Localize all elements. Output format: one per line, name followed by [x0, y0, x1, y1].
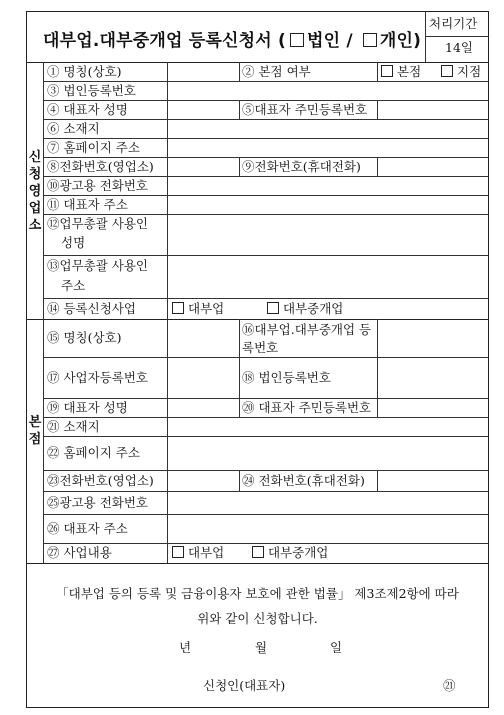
- brokerage-checkbox[interactable]: [267, 302, 279, 314]
- location-label: ⑥ 소재지: [47, 121, 100, 136]
- form-title: 대부업.대부중개업 등록신청서 ( 법인 / 개인): [43, 31, 422, 51]
- manager-name-label-line2: 성명: [61, 235, 86, 250]
- seal-mark: ㉑: [443, 678, 456, 693]
- hq-checkbox[interactable]: [381, 65, 393, 77]
- manager-address-label-line2: 주소: [61, 278, 86, 293]
- rep-address-label: ⑪ 대표자 주소: [47, 197, 128, 212]
- registration-form: [26, 11, 489, 708]
- hq-corp-reg-no-label: ⑱ 법인등록번호: [242, 370, 331, 385]
- rep-resident-no-label: ⑤대표자 주민등록번호: [242, 102, 368, 117]
- individual-checkbox[interactable]: [363, 33, 377, 47]
- corp-reg-no-label: ③ 법인등록번호: [47, 83, 136, 98]
- hq-ad-phone-label: ㉕광고용 전화번호: [47, 495, 148, 510]
- month-label: 월: [255, 640, 268, 655]
- legal-statement-line1: 「대부업 등의 등록 및 금융이용자 보호에 관한 법률」 제3조제2항에 따라: [56, 586, 459, 601]
- homepage-label: ⑦ 홈페이지 주소: [47, 140, 140, 155]
- legal-statement-line2: 위와 같이 신청합니다.: [197, 611, 318, 626]
- hq-office-phone-label: ㉓전화번호(영업소): [47, 473, 154, 488]
- hq-biz-reg-no-label: ⑰ 사업자등록번호: [47, 370, 148, 385]
- hq-brokerage-checkbox[interactable]: [252, 546, 264, 558]
- hq-mobile-phone-label: ㉔ 전화번호(휴대전화): [242, 473, 365, 488]
- rep-name-label: ④ 대표자 성명: [47, 102, 128, 117]
- hq-lending-option: 대부업: [172, 545, 224, 561]
- office-phone-label: ⑧전화번호(영업소): [47, 159, 154, 174]
- hq-reg-no-label-line1: ⑯대부업.대부중개업 등: [242, 322, 372, 337]
- manager-address-label-line1: ⑬업무총괄 사용인: [47, 258, 148, 273]
- processing-period-label: 처리기간: [429, 16, 478, 31]
- corporation-label: 법인: [306, 31, 341, 51]
- lending-checkbox[interactable]: [172, 302, 184, 314]
- hq-rep-resident-no-label: ⑳ 대표자 주민등록번호: [242, 400, 372, 415]
- branch-option: 지점: [441, 64, 481, 80]
- business-name-label: ① 명칭(상호): [47, 64, 122, 79]
- processing-period-value: 14일: [445, 40, 473, 55]
- hq-name-label: ⑮ 명칭(상호): [47, 330, 122, 345]
- hq-brokerage-option: 대부중개업: [252, 545, 328, 561]
- lending-option: 대부업: [172, 301, 224, 317]
- hq-business-label: ㉗ 사업내용: [47, 545, 112, 560]
- hq-location-label: ㉑ 소재지: [47, 419, 100, 434]
- hq-status-label: ② 본점 여부: [242, 64, 311, 79]
- hq-lending-checkbox[interactable]: [172, 546, 184, 558]
- ad-phone-label: ⑩광고용 전화번호: [47, 178, 148, 193]
- individual-label: 개인: [379, 31, 414, 51]
- reg-business-label: ⑭ 등록신청사업: [47, 301, 136, 316]
- hq-rep-name-label: ⑲ 대표자 성명: [47, 400, 128, 415]
- corporation-checkbox[interactable]: [290, 33, 304, 47]
- year-label: 년: [179, 640, 192, 655]
- section-label-headquarters: 본 점: [28, 415, 42, 447]
- applicant-label: 신청인(대표자): [203, 678, 286, 693]
- hq-rep-address-label: ㉖ 대표자 주소: [47, 521, 128, 536]
- mobile-phone-label: ⑨전화번호(휴대전화): [242, 159, 361, 174]
- manager-name-label-line1: ⑫업무총괄 사용인: [47, 216, 148, 231]
- hq-reg-no-label-line2: 록번호: [242, 340, 279, 355]
- section-label-applying-office: 신 청 영 업 소: [28, 150, 42, 233]
- branch-checkbox[interactable]: [441, 65, 453, 77]
- brokerage-option: 대부중개업: [267, 301, 343, 317]
- hq-option: 본점: [381, 64, 421, 80]
- day-label: 일: [330, 640, 343, 655]
- hq-homepage-label: ㉒ 홈페이지 주소: [47, 445, 140, 460]
